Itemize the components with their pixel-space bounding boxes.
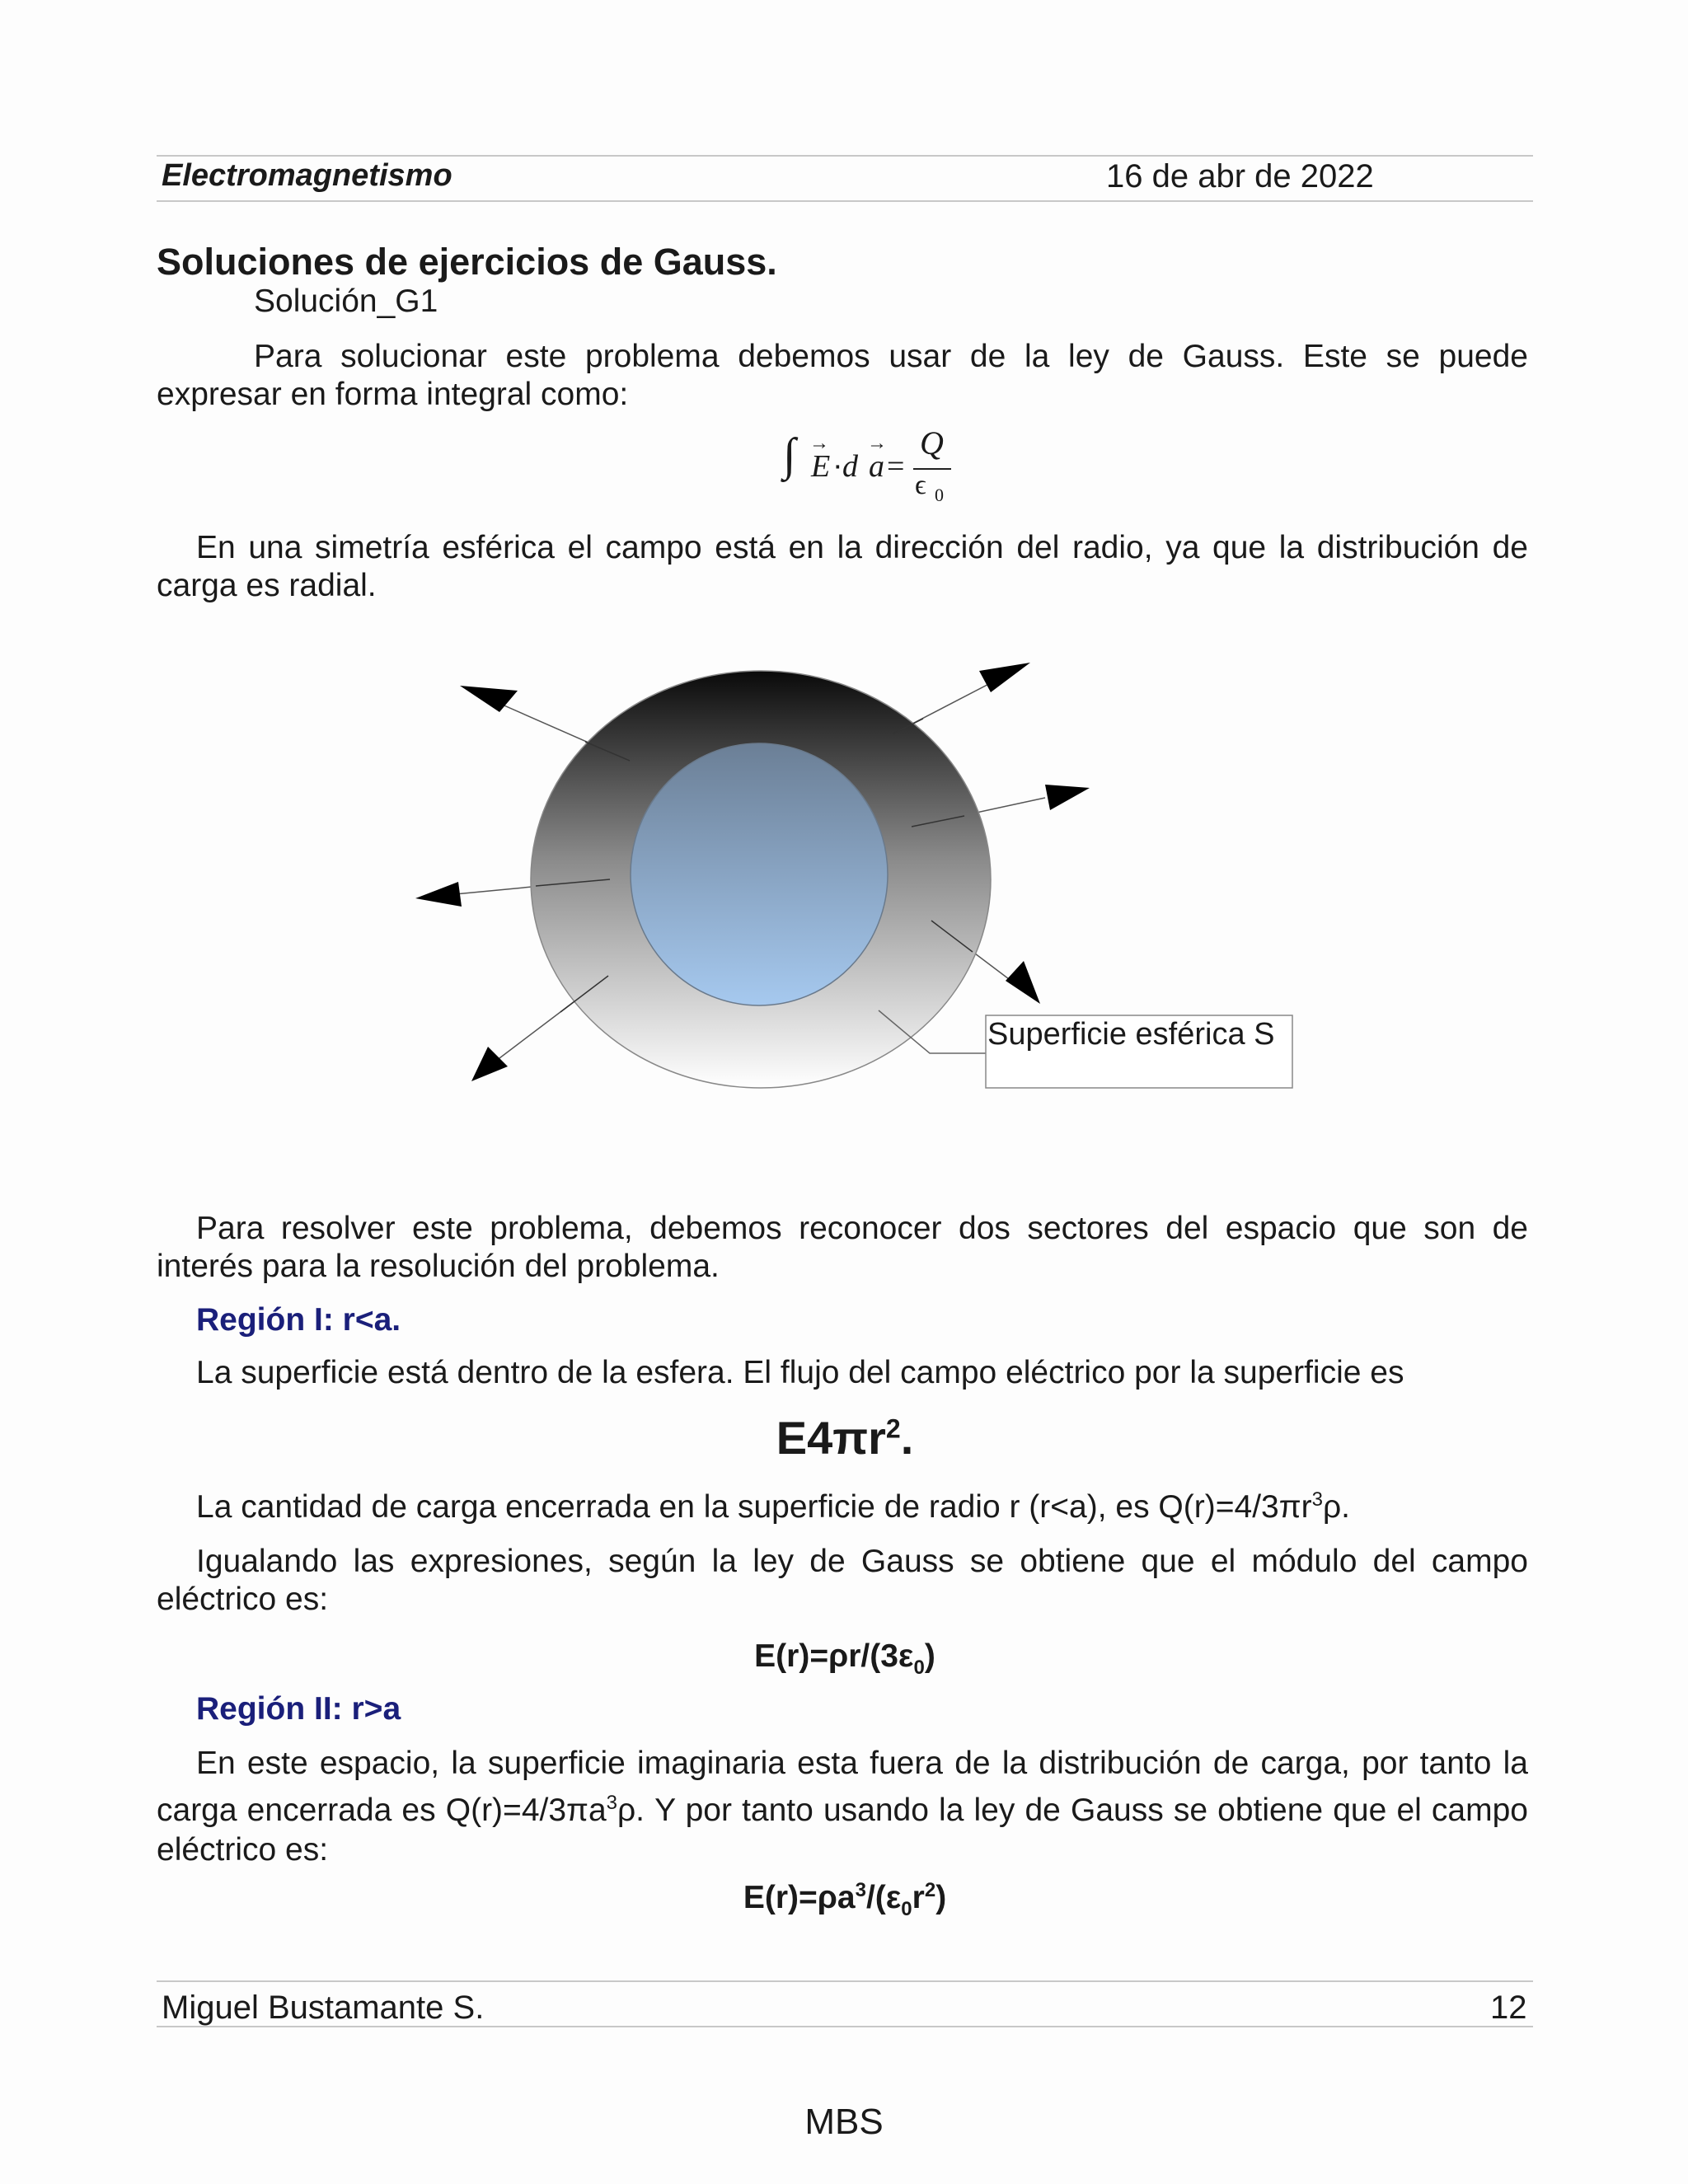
region-1-charge	[196, 1488, 1350, 1526]
header-date: 16 de abr de 2022	[1106, 158, 1374, 194]
result-2-close: )	[935, 1880, 947, 1915]
result-2-exponent-a: 3	[855, 1879, 866, 1901]
result-2-denominator: /(ε	[865, 1880, 902, 1915]
flux-exponent: 2	[885, 1413, 901, 1444]
region-1-title: Región I: r<a.	[196, 1302, 401, 1338]
vector-arrow: →	[867, 432, 887, 454]
differential-d: d	[842, 449, 858, 484]
integral-sign: ∫	[783, 429, 796, 480]
footer-author: Miguel Bustamante S.	[162, 1990, 485, 2026]
denominator-epsilon: ϵ	[915, 470, 926, 500]
watermark-text: MBS	[804, 2102, 884, 2142]
flux-period: .	[900, 1412, 914, 1464]
paragraph-sectors: Para resolver este problema, debemos reconocer dos sectores del espacio que son de interés para la resolución del problema.	[157, 1211, 1528, 1284]
result-2-r: r	[912, 1880, 925, 1915]
flux-expression	[157, 1411, 1533, 1465]
header-top-rule	[157, 155, 1533, 157]
result-2-subscript: 0	[901, 1897, 912, 1920]
paragraph-symmetry: En una simetría esférica el campo está en la dirección del radio, ya que la distribución de carga es radial.	[157, 530, 1528, 603]
result-1-subscript: 0	[913, 1656, 925, 1679]
region-2-text-b: ρ. Y por tanto usando la ley de Gauss se obtiene que el campo eléctrico es:	[157, 1793, 1528, 1868]
paragraph-intro: Para solucionar este problema debemos usar de la ley de Gauss. Este se puede expresar en forma integral como:	[157, 339, 1528, 412]
page-number: 12	[1490, 1990, 1527, 2026]
section-title: Soluciones de ejercicios de Gauss.	[157, 241, 777, 283]
region-2-result	[157, 1879, 1533, 1921]
gauss-equation	[783, 424, 964, 511]
charge-text: La cantidad de carga encerrada en la superficie de radio r (r<a), es Q(r)=4/3πr	[196, 1489, 1312, 1525]
charge-rho: ρ.	[1322, 1489, 1351, 1525]
footer-bottom-rule	[157, 2026, 1533, 2027]
vector-arrow: →	[809, 432, 829, 454]
region-1-text: La superficie está dentro de la esfera. El flujo del campo eléctrico por la superficie es	[196, 1355, 1404, 1390]
footer-top-rule	[157, 1980, 1533, 1982]
header-title: Electromagnetismo	[162, 158, 452, 193]
surface-label: Superficie esférica S	[987, 1017, 1275, 1052]
area-symbol: a	[869, 449, 884, 484]
result-2-main: E(r)=ρa	[743, 1880, 856, 1915]
result-1-close: )	[924, 1638, 935, 1674]
arrowhead-icon	[415, 882, 462, 907]
denominator-subscript: 0	[935, 485, 944, 505]
dot-operator: ·	[832, 448, 843, 483]
region-1-equate: Igualando las expresiones, según la ley de Gauss se obtiene que el módulo del campo eléctrico es:	[157, 1544, 1528, 1617]
arrowhead-icon	[1006, 961, 1040, 1004]
solution-subtitle: Solución_G1	[254, 284, 438, 319]
region-2-text-a: En este espacio, la superficie imaginaria esta fuera de la distribución de carga, por tanto la carga encerrada es Q(r)=4/3πa	[157, 1746, 1528, 1828]
charge-sphere	[631, 743, 888, 1005]
header-bottom-rule	[157, 200, 1533, 202]
result-2-exponent-b: 2	[924, 1879, 936, 1901]
flux-base: E4πr	[776, 1412, 886, 1464]
arrowhead-icon	[471, 1047, 508, 1081]
region-2-text	[157, 1744, 1528, 1870]
field-symbol: E	[811, 449, 831, 484]
arrowhead-icon	[979, 663, 1030, 692]
charge-exponent: 3	[1311, 1488, 1323, 1511]
region-2-exponent: 3	[606, 1792, 617, 1814]
numerator-q: Q	[920, 424, 944, 462]
result-1-main: E(r)=ρr/(3ε	[754, 1638, 914, 1674]
arrowhead-icon	[1045, 785, 1090, 810]
region-1-result	[157, 1638, 1533, 1680]
region-2-title: Región II: r>a	[196, 1691, 401, 1727]
equals-sign: =	[887, 449, 905, 484]
